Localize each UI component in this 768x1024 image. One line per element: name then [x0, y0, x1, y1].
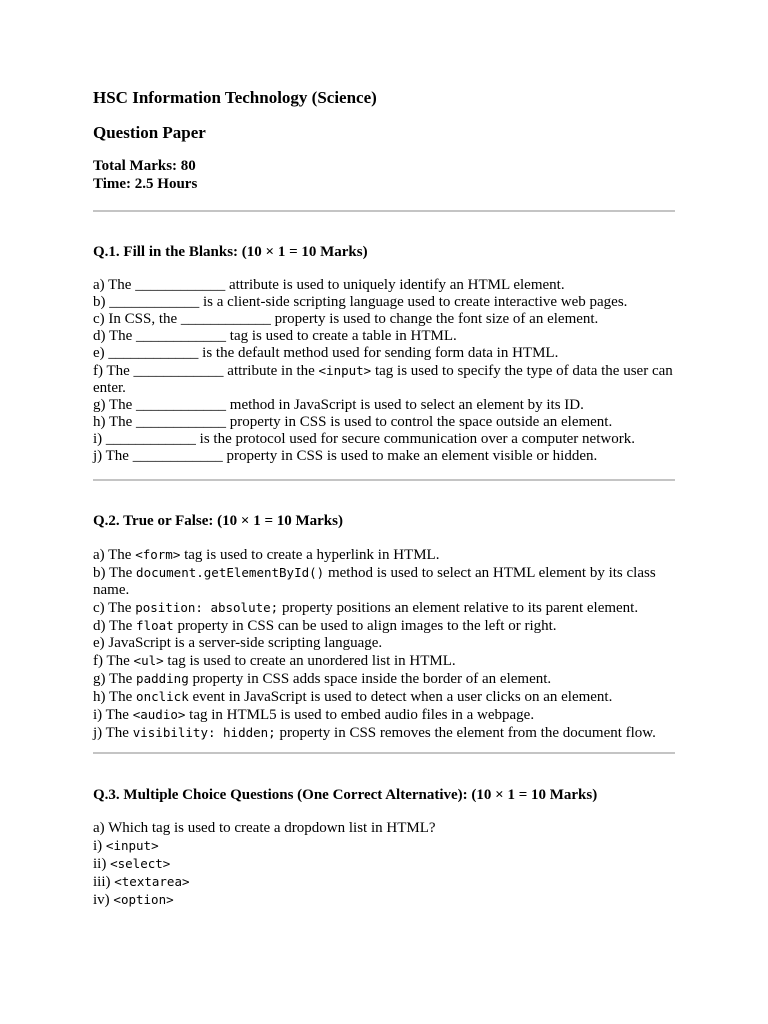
question-item	[93, 328, 675, 345]
question-text: ii)	[93, 856, 111, 872]
question-item	[93, 873, 675, 891]
question-item	[93, 652, 675, 670]
question-item	[93, 431, 675, 448]
code-snippet: <ul>	[133, 653, 164, 668]
question-item	[93, 448, 675, 465]
question-text: c) In CSS, the ____________ property is used to change the font size of an element.	[93, 311, 599, 327]
question-text: event in JavaScript is used to detect when a user clicks on an element.	[188, 689, 613, 705]
question-text: property in CSS can be used to align images to the left or right.	[173, 618, 557, 634]
code-snippet: <form>	[135, 547, 181, 562]
question-item	[93, 277, 675, 294]
total-marks: Total Marks: 80	[93, 158, 196, 174]
code-snippet: <input>	[318, 363, 372, 378]
q1-heading: Q.1. Fill in the Blanks: (10 × 1 = 10 Marks)	[93, 244, 368, 260]
question-text: property in CSS removes the element from the document flow.	[275, 725, 656, 741]
question-text: e) ____________ is the default method used for sending form data in HTML.	[93, 345, 559, 361]
question-item	[93, 724, 675, 742]
question-text: d) The ____________ tag is used to create a table in HTML.	[93, 328, 457, 344]
exam-time: Time: 2.5 Hours	[93, 175, 198, 192]
code-snippet: <select>	[110, 856, 171, 871]
divider	[93, 752, 675, 754]
code-snippet: onclick	[136, 689, 189, 704]
question-text: tag is used to specify the type of data the user can enter.	[93, 363, 673, 396]
question-item	[93, 599, 675, 617]
question-text: j) The ____________ property in CSS is used to make an element visible or hidden.	[93, 448, 598, 464]
q2-heading: Q.2. True or False: (10 × 1 = 10 Marks)	[93, 513, 343, 529]
question-text: iii)	[93, 874, 115, 890]
question-text: a) The	[93, 547, 136, 563]
question-text: j) The	[93, 725, 133, 741]
question-item	[93, 345, 675, 362]
question-text: property positions an element relative to its parent element.	[278, 600, 639, 616]
question-text: i)	[93, 838, 106, 854]
question-text: property in CSS adds space inside the border of an element.	[188, 671, 552, 687]
question-item	[93, 855, 675, 873]
question-text: iv)	[93, 892, 114, 908]
code-snippet: padding	[136, 671, 189, 686]
question-text: a) Which tag is used to create a dropdown list in HTML?	[93, 820, 436, 836]
question-item	[93, 546, 675, 564]
question-item	[93, 397, 675, 414]
question-item	[93, 414, 675, 431]
question-text: d) The	[93, 618, 137, 634]
question-text: tag in HTML5 is used to embed audio files in a webpage.	[185, 707, 535, 723]
question-text: h) The ____________ property in CSS is used to control the space outside an element.	[93, 414, 613, 430]
exam-meta	[93, 158, 197, 193]
question-text: a) The ____________ attribute is used to uniquely identify an HTML element.	[93, 277, 565, 293]
question-item	[93, 891, 675, 909]
question-item	[93, 706, 675, 724]
question-text: f) The	[93, 653, 134, 669]
question-item	[93, 670, 675, 688]
page-title: HSC Information Technology (Science)	[93, 88, 377, 107]
code-snippet: <input>	[105, 838, 159, 853]
question-item	[93, 362, 675, 397]
q3-items	[93, 820, 675, 909]
question-text: g) The	[93, 671, 137, 687]
code-snippet: float	[136, 618, 174, 633]
code-snippet: visibility: hidden;	[132, 725, 276, 740]
question-text: i) ____________ is the protocol used for secure communication over a computer network.	[93, 431, 635, 447]
question-item	[93, 311, 675, 328]
question-text: b) ____________ is a client-side scripting language used to create interactive web pages.	[93, 294, 628, 310]
question-item	[93, 820, 675, 837]
question-item	[93, 294, 675, 311]
question-item	[93, 617, 675, 635]
code-snippet: <audio>	[132, 707, 186, 722]
question-text: e) JavaScript is a server-side scripting language.	[93, 635, 383, 651]
q2-items	[93, 546, 675, 742]
question-text: tag is used to create an unordered list in HTML.	[163, 653, 456, 669]
question-text: i) The	[93, 707, 133, 723]
question-item	[93, 635, 675, 652]
q3-heading: Q.3. Multiple Choice Questions (One Correct Alternative): (10 × 1 = 10 Marks)	[93, 787, 598, 803]
q1-items	[93, 277, 675, 465]
question-item	[93, 837, 675, 855]
question-text: b) The	[93, 565, 137, 581]
question-text: g) The ____________ method in JavaScript is used to select an element by its ID.	[93, 397, 584, 413]
divider	[93, 210, 675, 212]
question-text: c) The	[93, 600, 136, 616]
question-item	[93, 688, 675, 706]
question-text: h) The	[93, 689, 137, 705]
question-text: tag is used to create a hyperlink in HTML.	[180, 547, 440, 563]
divider	[93, 479, 675, 481]
code-snippet: position: absolute;	[135, 600, 279, 615]
question-item	[93, 564, 675, 599]
code-snippet: <textarea>	[114, 874, 190, 889]
question-text: method is used to select an HTML element by its class name.	[93, 565, 656, 598]
code-snippet: document.getElementById()	[136, 565, 325, 580]
question-text: f) The ____________ attribute in the	[93, 363, 319, 379]
page-subtitle: Question Paper	[93, 123, 206, 142]
code-snippet: <option>	[113, 892, 174, 907]
